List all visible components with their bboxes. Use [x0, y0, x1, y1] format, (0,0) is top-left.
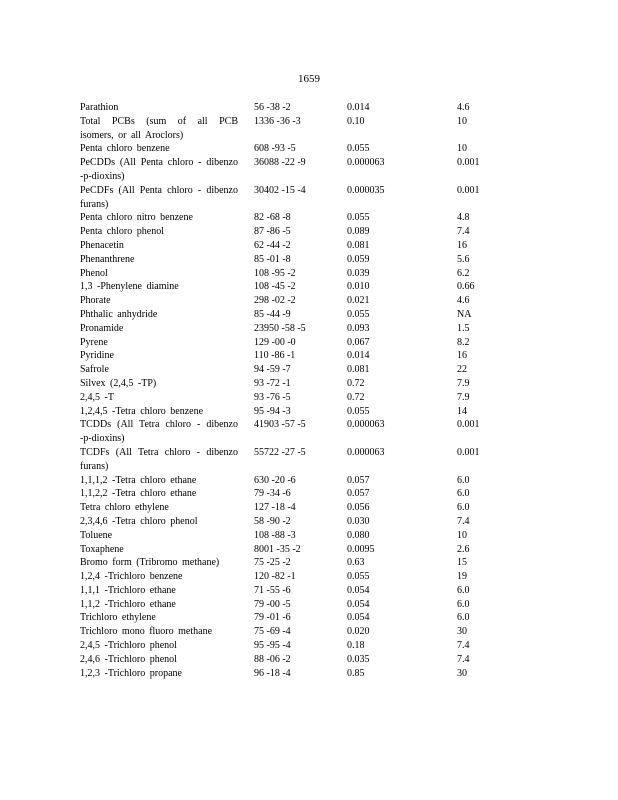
constituent-name: Penta chloro phenol [80, 226, 164, 238]
nonwastewater-standard: 0.001 [457, 157, 480, 169]
nonwastewater-standard: 6.2 [457, 267, 470, 279]
table-row [80, 501, 520, 515]
constituent-name: Parathion [80, 102, 119, 113]
table-row [80, 211, 520, 225]
table-row [80, 625, 520, 639]
wastewater-standard: 0.089 [347, 226, 370, 238]
constituent-name: Bromo form (Tribromo methane) [80, 557, 220, 569]
wastewater-standard: 0.081 [347, 239, 370, 251]
nonwastewater-standard: 7.4 [457, 653, 470, 665]
wastewater-standard: 0.72 [347, 377, 365, 389]
nonwastewater-standard: 7.4 [457, 226, 470, 238]
wastewater-standard: 0.020 [347, 626, 370, 638]
cas-number: 56 -38 -2 [254, 102, 291, 113]
table-row [80, 598, 520, 612]
cas-number: 120 -82 -1 [254, 571, 296, 583]
table-row [80, 584, 520, 598]
nonwastewater-standard: 7.4 [457, 515, 470, 527]
cas-number: 129 -00 -0 [254, 336, 296, 348]
wastewater-standard: 0.035 [347, 653, 370, 665]
nonwastewater-standard: 16 [457, 350, 467, 362]
table-row [80, 570, 520, 584]
nonwastewater-standard: 15 [457, 557, 467, 569]
table-row [80, 253, 520, 267]
nonwastewater-standard: 5.6 [457, 253, 470, 265]
constituent-name: Toluene [80, 529, 113, 541]
table-row [80, 639, 520, 653]
table-row [80, 280, 520, 294]
wastewater-standard: 0.055 [347, 212, 370, 224]
cas-number: 93 -72 -1 [254, 377, 291, 389]
wastewater-standard: 0.055 [347, 308, 370, 320]
constituent-name: 2,4,5 -Trichloro phenol [80, 640, 177, 652]
nonwastewater-standard: 30 [457, 626, 467, 638]
nonwastewater-standard: 4.8 [457, 212, 470, 224]
table-row [80, 556, 520, 570]
nonwastewater-standard: 6.0 [457, 598, 470, 610]
nonwastewater-standard: 7.9 [457, 377, 470, 389]
nonwastewater-standard: 22 [457, 364, 467, 376]
cas-number: 79 -34 -6 [254, 488, 291, 500]
wastewater-standard: 0.056 [347, 502, 370, 514]
wastewater-standard: 0.0095 [347, 543, 375, 555]
wastewater-standard: 0.000063 [347, 157, 385, 169]
table-row [80, 336, 520, 350]
cas-number: 110 -86 -1 [254, 350, 296, 362]
nonwastewater-standard: 6.0 [457, 488, 470, 500]
table-row [80, 349, 520, 363]
nonwastewater-standard: 0.66 [457, 281, 475, 293]
constituent-name: PeCDDs (All Penta chloro - dibenzo -p-dioxins) [80, 157, 238, 182]
wastewater-standard: 0.000063 [347, 419, 385, 431]
constituent-name: 2,4,5 -T [80, 391, 114, 403]
nonwastewater-standard: 19 [457, 571, 467, 583]
table-row [80, 267, 520, 281]
wastewater-standard: 0.000035 [347, 184, 385, 196]
table-row [80, 322, 520, 336]
table-row [80, 529, 520, 543]
constituent-name: Phthalic anhydride [80, 308, 158, 320]
table-row [80, 418, 520, 446]
nonwastewater-standard: 2.6 [457, 543, 470, 555]
wastewater-standard: 0.030 [347, 515, 370, 527]
nonwastewater-standard: 10 [457, 115, 467, 127]
constituent-name: Pronamide [80, 322, 124, 334]
constituent-name: Phenol [80, 267, 108, 279]
constituent-table [80, 101, 520, 680]
constituent-name: 2,4,6 -Trichloro phenol [80, 653, 177, 665]
wastewater-standard: 0.010 [347, 281, 370, 293]
wastewater-standard: 0.85 [347, 667, 365, 679]
table-row [80, 115, 520, 143]
wastewater-standard: 0.093 [347, 322, 370, 334]
nonwastewater-standard: 14 [457, 405, 467, 417]
wastewater-standard: 0.63 [347, 557, 365, 569]
cas-number: 71 -55 -6 [254, 584, 291, 596]
table-row [80, 446, 520, 474]
constituent-name: 1,1,2 -Trichloro ethane [80, 598, 176, 610]
table-row [80, 515, 520, 529]
nonwastewater-standard: 0.001 [457, 184, 480, 196]
constituent-name: 2,3,4,6 -Tetra chloro phenol [80, 515, 198, 527]
wastewater-standard: 0.10 [347, 115, 365, 127]
cas-number: 85 -01 -8 [254, 253, 291, 265]
nonwastewater-standard: 7.4 [457, 640, 470, 652]
cas-number: 95 -94 -3 [254, 405, 291, 417]
constituent-name: Phorate [80, 295, 111, 307]
wastewater-standard: 0.055 [347, 143, 370, 155]
cas-number: 82 -68 -8 [254, 212, 291, 224]
constituent-name: Trichloro mono fluoro methane [80, 626, 213, 638]
constituent-name: 1,1,1 -Trichloro ethane [80, 584, 176, 596]
cas-number: 79 -00 -5 [254, 598, 291, 610]
nonwastewater-standard: 4.6 [457, 295, 470, 307]
cas-number: 58 -90 -2 [254, 515, 291, 527]
cas-number: 75 -69 -4 [254, 626, 291, 638]
constituent-name: PeCDFs (All Penta chloro - dibenzo furans) [80, 184, 238, 210]
constituent-name: 1,2,3 -Trichloro propane [80, 667, 182, 679]
nonwastewater-standard: 6.0 [457, 502, 470, 514]
page-number: 1659 [298, 73, 320, 85]
constituent-name: Penta chloro nitro benzene [80, 212, 193, 224]
wastewater-standard: 0.72 [347, 391, 365, 403]
cas-number: 62 -44 -2 [254, 239, 291, 251]
constituent-name: 1,1,1,2 -Tetra chloro ethane [80, 474, 197, 486]
cas-number: 93 -76 -5 [254, 391, 291, 403]
nonwastewater-standard: 16 [457, 239, 467, 251]
nonwastewater-standard: 10 [457, 143, 467, 155]
cas-number: 8001 -35 -2 [254, 543, 301, 555]
constituent-name: Safrole [80, 364, 109, 376]
wastewater-standard: 0.021 [347, 295, 370, 307]
constituent-name: TCDFs (All Tetra chloro - dibenzo furans) [80, 446, 238, 472]
cas-number: 30402 -15 -4 [254, 184, 306, 196]
table-row [80, 142, 520, 156]
table-row [80, 405, 520, 419]
cas-number: 1336 -36 -3 [254, 115, 301, 127]
constituent-name: 1,2,4,5 -Tetra chloro benzene [80, 405, 204, 417]
nonwastewater-standard: 10 [457, 529, 467, 541]
table-row [80, 653, 520, 667]
wastewater-standard: 0.000063 [347, 446, 385, 458]
cas-number: 298 -02 -2 [254, 295, 296, 307]
table-row [80, 543, 520, 557]
nonwastewater-standard: 7.9 [457, 391, 470, 403]
cas-number: 75 -25 -2 [254, 557, 291, 569]
table-row [80, 487, 520, 501]
wastewater-standard: 0.081 [347, 364, 370, 376]
cas-number: 41903 -57 -5 [254, 419, 306, 431]
constituent-name: TCDDs (All Tetra chloro - dibenzo -p-dioxins) [80, 419, 238, 445]
nonwastewater-standard: 0.001 [457, 446, 480, 458]
nonwastewater-standard: 6.0 [457, 584, 470, 596]
cas-number: 87 -86 -5 [254, 226, 291, 238]
cas-number: 85 -44 -9 [254, 308, 291, 320]
cas-number: 55722 -27 -5 [254, 446, 306, 458]
constituent-name: 1,1,2,2 -Tetra chloro ethane [80, 488, 197, 500]
wastewater-standard: 0.057 [347, 474, 370, 486]
wastewater-standard: 0.014 [347, 350, 370, 362]
table-row [80, 391, 520, 405]
nonwastewater-standard: 4.6 [457, 102, 470, 113]
wastewater-standard: 0.054 [347, 584, 370, 596]
constituent-name: 1,3 -Phenylene diamine [80, 281, 179, 293]
wastewater-standard: 0.067 [347, 336, 370, 348]
wastewater-standard: 0.054 [347, 598, 370, 610]
cas-number: 36088 -22 -9 [254, 157, 306, 169]
constituent-name: Toxaphene [80, 543, 124, 555]
cas-number: 630 -20 -6 [254, 474, 296, 486]
nonwastewater-standard: 8.2 [457, 336, 470, 348]
cas-number: 108 -45 -2 [254, 281, 296, 293]
wastewater-standard: 0.18 [347, 640, 365, 652]
cas-number: 108 -88 -3 [254, 529, 296, 541]
table-row [80, 363, 520, 377]
constituent-name: Phenacetin [80, 239, 124, 251]
cas-number: 94 -59 -7 [254, 364, 291, 376]
wastewater-standard: 0.057 [347, 488, 370, 500]
table-row [80, 377, 520, 391]
cas-number: 88 -06 -2 [254, 653, 291, 665]
table-row [80, 184, 520, 212]
constituent-name: 1,2,4 -Trichloro benzene [80, 571, 183, 583]
constituent-name: Tetra chloro ethylene [80, 502, 169, 514]
constituent-name: Trichloro ethylene [80, 612, 156, 624]
wastewater-standard: 0.055 [347, 405, 370, 417]
nonwastewater-standard: 0.001 [457, 419, 480, 431]
table-row [80, 225, 520, 239]
nonwastewater-standard: NA [457, 308, 472, 320]
wastewater-standard: 0.055 [347, 571, 370, 583]
wastewater-standard: 0.080 [347, 529, 370, 541]
nonwastewater-standard: 30 [457, 667, 467, 679]
cas-number: 95 -95 -4 [254, 640, 291, 652]
table-row [80, 294, 520, 308]
constituent-name: Silvex (2,4,5 -TP) [80, 377, 157, 389]
cas-number: 23950 -58 -5 [254, 322, 306, 334]
cas-number: 127 -18 -4 [254, 502, 296, 514]
cas-number: 96 -18 -4 [254, 667, 291, 679]
wastewater-standard: 0.039 [347, 267, 370, 279]
constituent-name: Total PCBs (sum of all PCB isomers, or all Aroclors) [80, 115, 238, 141]
cas-number: 108 -95 -2 [254, 267, 296, 279]
constituent-name: Pyrene [80, 336, 108, 348]
constituent-name: Phenanthrene [80, 253, 135, 265]
wastewater-standard: 0.014 [347, 102, 370, 113]
constituent-name: Pyridine [80, 350, 114, 362]
nonwastewater-standard: 1.5 [457, 322, 470, 334]
table-row [80, 308, 520, 322]
table-row [80, 474, 520, 488]
wastewater-standard: 0.054 [347, 612, 370, 624]
cas-number: 79 -01 -6 [254, 612, 291, 624]
table-row [80, 101, 520, 115]
table-row [80, 611, 520, 625]
nonwastewater-standard: 6.0 [457, 474, 470, 486]
table-row [80, 239, 520, 253]
wastewater-standard: 0.059 [347, 253, 370, 265]
constituent-name: Penta chloro benzene [80, 143, 170, 155]
cas-number: 608 -93 -5 [254, 143, 296, 155]
table-row [80, 667, 520, 681]
table-row [80, 156, 520, 184]
nonwastewater-standard: 6.0 [457, 612, 470, 624]
